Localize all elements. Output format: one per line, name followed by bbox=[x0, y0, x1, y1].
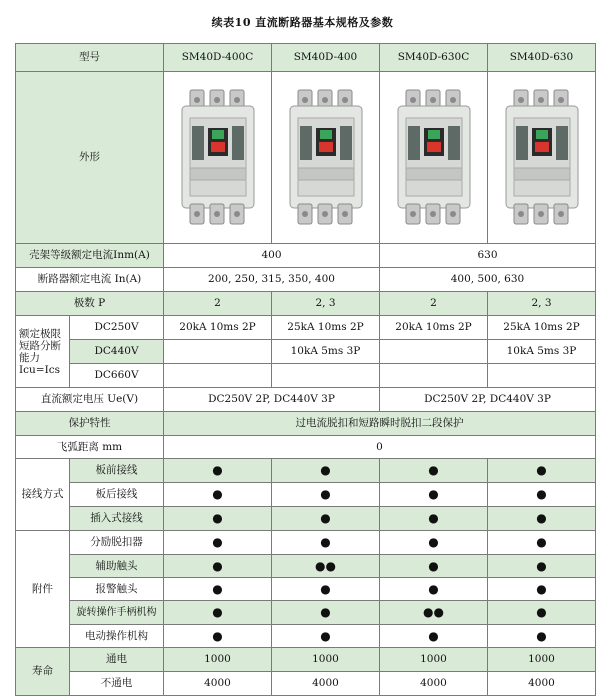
life-value: 1000 bbox=[164, 648, 272, 672]
breaking-value: 10kA 5ms 3P bbox=[488, 340, 596, 364]
rated-current-630: 400, 500, 630 bbox=[380, 268, 596, 292]
arc-distance-value: 0 bbox=[164, 436, 596, 459]
mark: ● bbox=[272, 601, 380, 625]
mark: ● bbox=[272, 483, 380, 507]
spec-table bbox=[15, 43, 596, 696]
table-title: 续表10 直流断路器基本规格及参数 bbox=[211, 16, 394, 29]
mark: ● bbox=[164, 578, 272, 601]
accessory-alarm: 报警触头 bbox=[70, 578, 164, 601]
model-header-3: SM40D-630C bbox=[380, 44, 488, 72]
breaking-value bbox=[380, 340, 488, 364]
life-value: 4000 bbox=[380, 672, 488, 696]
mark: ● bbox=[164, 459, 272, 483]
mark: ● bbox=[164, 625, 272, 648]
mark: ● bbox=[380, 507, 488, 531]
breaker-image-1 bbox=[164, 72, 272, 244]
accessories-label: 附件 bbox=[16, 531, 70, 648]
life-label: 寿命 bbox=[16, 648, 70, 696]
wiring-front: 板前接线 bbox=[70, 459, 164, 483]
poles-label: 极数 P bbox=[16, 292, 164, 316]
accessory-rotary: 旋转操作手柄机构 bbox=[70, 601, 164, 625]
life-value: 1000 bbox=[272, 648, 380, 672]
poles-value: 2 bbox=[380, 292, 488, 316]
breaking-value bbox=[488, 364, 596, 388]
rated-voltage-label: 直流额定电压 Ue(V) bbox=[16, 388, 164, 412]
breaking-value bbox=[164, 364, 272, 388]
model-header-1: SM40D-400C bbox=[164, 44, 272, 72]
poles-value: 2, 3 bbox=[272, 292, 380, 316]
frame-current-400: 400 bbox=[164, 244, 380, 268]
rated-current-label: 断路器额定电流 In(A) bbox=[16, 268, 164, 292]
breaking-value bbox=[164, 340, 272, 364]
mark: ●● bbox=[380, 601, 488, 625]
life-value: 4000 bbox=[272, 672, 380, 696]
mark: ● bbox=[488, 578, 596, 601]
mark: ● bbox=[164, 555, 272, 578]
mark: ● bbox=[488, 483, 596, 507]
breaking-value: 20kA 10ms 2P bbox=[380, 316, 488, 340]
mark: ● bbox=[380, 578, 488, 601]
mark: ● bbox=[380, 459, 488, 483]
mark: ● bbox=[488, 625, 596, 648]
life-value: 1000 bbox=[488, 648, 596, 672]
wiring-label: 接线方式 bbox=[16, 459, 70, 531]
mark: ● bbox=[488, 531, 596, 555]
mark: ● bbox=[488, 555, 596, 578]
life-value: 4000 bbox=[164, 672, 272, 696]
breaker-image-3 bbox=[380, 72, 488, 244]
mark: ● bbox=[272, 459, 380, 483]
voltage-dc660: DC660V bbox=[70, 364, 164, 388]
mark: ● bbox=[488, 459, 596, 483]
breaking-value: 25kA 10ms 2P bbox=[488, 316, 596, 340]
breaker-picture bbox=[176, 88, 260, 228]
wiring-rear: 板后接线 bbox=[70, 483, 164, 507]
voltage-dc250: DC250V bbox=[70, 316, 164, 340]
wiring-plugin: 插入式接线 bbox=[70, 507, 164, 531]
rated-current-400: 200, 250, 315, 350, 400 bbox=[164, 268, 380, 292]
breaking-value bbox=[380, 364, 488, 388]
accessory-motor: 电动操作机构 bbox=[70, 625, 164, 648]
breaker-picture bbox=[392, 88, 476, 228]
breaking-value: 25kA 10ms 2P bbox=[272, 316, 380, 340]
mark: ● bbox=[272, 625, 380, 648]
accessory-shunt: 分励脱扣器 bbox=[70, 531, 164, 555]
breaker-image-4 bbox=[488, 72, 596, 244]
model-header-4: SM40D-630 bbox=[488, 44, 596, 72]
frame-current-label: 壳架等级额定电流Inm(A) bbox=[16, 244, 164, 268]
protection-value: 过电流脱扣和短路瞬时脱扣二段保护 bbox=[164, 412, 596, 436]
mark: ● bbox=[380, 483, 488, 507]
mark: ●● bbox=[272, 555, 380, 578]
poles-value: 2 bbox=[164, 292, 272, 316]
mark: ● bbox=[164, 531, 272, 555]
life-value: 1000 bbox=[380, 648, 488, 672]
voltage-dc440: DC440V bbox=[70, 340, 164, 364]
mark: ● bbox=[380, 555, 488, 578]
life-powered: 通电 bbox=[70, 648, 164, 672]
life-value: 4000 bbox=[488, 672, 596, 696]
mark: ● bbox=[380, 531, 488, 555]
frame-current-630: 630 bbox=[380, 244, 596, 268]
mark: ● bbox=[164, 601, 272, 625]
breaking-value bbox=[272, 364, 380, 388]
mark: ● bbox=[272, 507, 380, 531]
mark: ● bbox=[272, 531, 380, 555]
breaking-capacity-label: 额定极限短路分断能力Icu=Ics bbox=[16, 316, 70, 388]
mark: ● bbox=[488, 507, 596, 531]
mark: ● bbox=[488, 601, 596, 625]
mark: ● bbox=[272, 578, 380, 601]
mark: ● bbox=[164, 483, 272, 507]
rated-voltage-400: DC250V 2P, DC440V 3P bbox=[164, 388, 380, 412]
breaker-image-2 bbox=[272, 72, 380, 244]
model-header-2: SM40D-400 bbox=[272, 44, 380, 72]
rated-voltage-630: DC250V 2P, DC440V 3P bbox=[380, 388, 596, 412]
poles-value: 2, 3 bbox=[488, 292, 596, 316]
breaking-value: 10kA 5ms 3P bbox=[272, 340, 380, 364]
breaker-picture bbox=[500, 88, 584, 228]
mark: ● bbox=[380, 625, 488, 648]
protection-label: 保护特性 bbox=[16, 412, 164, 436]
breaking-value: 20kA 10ms 2P bbox=[164, 316, 272, 340]
appearance-label: 外形 bbox=[16, 72, 164, 244]
arc-distance-label: 飞弧距离 mm bbox=[16, 436, 164, 459]
breaker-picture bbox=[284, 88, 368, 228]
mark: ● bbox=[164, 507, 272, 531]
accessory-aux: 辅助触头 bbox=[70, 555, 164, 578]
model-label: 型号 bbox=[16, 44, 164, 72]
life-unpowered: 不通电 bbox=[70, 672, 164, 696]
